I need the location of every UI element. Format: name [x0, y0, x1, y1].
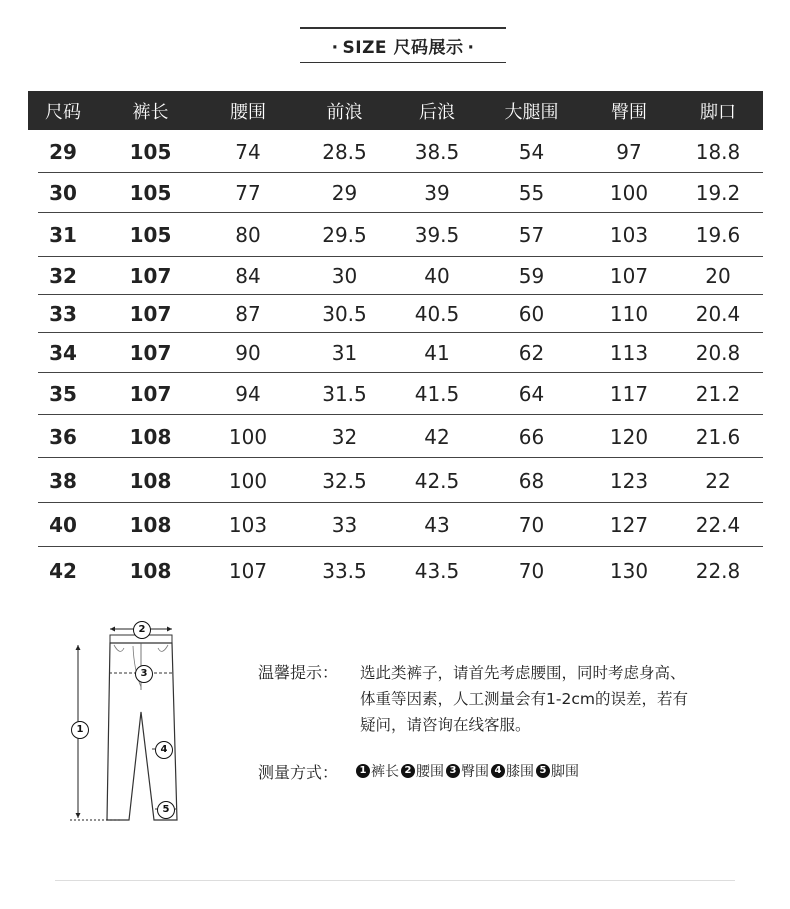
title-dot-right: · [467, 38, 475, 58]
table-cell: 120 [609, 424, 649, 449]
page-title [300, 33, 506, 58]
method-item-label: 裤长 [371, 764, 399, 780]
table-cell: 108 [129, 424, 172, 449]
tips-line: 疑问，请咨询在线客服。 [360, 716, 531, 734]
table-cell: 87 [235, 302, 261, 326]
marker-hem: 5 [157, 801, 175, 819]
table-cell: 20.4 [695, 302, 741, 326]
header-back-rise: 后浪 [419, 101, 455, 123]
table-cell: 113 [609, 341, 649, 365]
table-row [28, 257, 763, 295]
table-cell: 77 [235, 181, 261, 205]
table-cell: 68 [518, 468, 545, 493]
table-cell: 103 [228, 513, 268, 537]
table-cell: 38.5 [414, 139, 460, 164]
table-cell: 40.5 [414, 302, 460, 326]
table-cell: 80 [235, 223, 261, 247]
table-cell: 74 [235, 139, 261, 164]
table-cell: 57 [518, 223, 545, 247]
table-cell: 84 [235, 264, 261, 288]
table-cell: 70 [518, 559, 545, 583]
table-cell: 30 [49, 181, 77, 205]
marker-waist: 2 [133, 621, 151, 639]
table-cell: 32.5 [322, 468, 367, 493]
table-cell: 108 [129, 513, 172, 537]
tips-label: 温馨提示： [258, 663, 339, 682]
marker-hip: 3 [135, 665, 153, 683]
title-bottom-rule [300, 62, 506, 63]
table-cell: 43.5 [414, 559, 460, 583]
method-item-label: 膝围 [506, 764, 534, 780]
table-cell: 21.6 [695, 424, 741, 449]
title-top-rule [300, 27, 506, 29]
table-cell: 40 [49, 513, 77, 537]
table-cell: 103 [609, 223, 649, 247]
table-cell: 31 [331, 341, 358, 365]
table-cell: 117 [609, 382, 649, 406]
header-hip: 臀围 [611, 101, 647, 123]
header-hem: 脚口 [700, 101, 736, 123]
method-item-label: 腰围 [416, 764, 444, 780]
table-cell: 19.6 [695, 223, 741, 247]
table-cell: 34 [49, 341, 77, 365]
table-cell: 94 [235, 382, 261, 406]
table-cell: 110 [609, 302, 649, 326]
table-cell: 29.5 [322, 223, 367, 247]
table-cell: 30 [331, 264, 358, 288]
table-cell: 42 [424, 424, 450, 449]
table-cell: 38 [49, 468, 77, 493]
header-length: 裤长 [132, 101, 169, 123]
table-cell: 107 [129, 341, 172, 365]
bottom-divider [55, 880, 735, 881]
method-num-badge: 3 [446, 764, 460, 778]
table-cell: 107 [129, 382, 172, 406]
table-cell: 42.5 [414, 468, 460, 493]
table-cell: 32 [49, 264, 77, 288]
table-row [28, 373, 763, 415]
method-item-hip [446, 761, 489, 781]
table-row [28, 295, 763, 333]
table-cell: 32 [331, 424, 358, 449]
table-cell: 20.8 [695, 341, 741, 365]
table-cell: 19.2 [695, 181, 741, 205]
title-text: SIZE 尺码展示 [342, 38, 464, 58]
method-item-length [356, 761, 399, 781]
table-cell: 20 [705, 264, 731, 288]
table-cell: 42 [49, 559, 77, 583]
method-item-label: 臀围 [461, 764, 489, 780]
table-cell: 21.2 [695, 382, 741, 406]
table-cell: 29 [49, 139, 77, 164]
table-cell: 22 [705, 468, 731, 493]
table-cell: 105 [129, 181, 172, 205]
tips-text [360, 660, 760, 738]
table-cell: 33 [49, 302, 77, 326]
header-front-rise: 前浪 [326, 101, 363, 123]
header-thigh: 大腿围 [504, 101, 559, 123]
table-cell: 100 [228, 468, 268, 493]
table-cell: 30.5 [322, 302, 367, 326]
table-cell: 127 [609, 513, 649, 537]
method-num-badge: 5 [536, 764, 550, 778]
table-cell: 28.5 [322, 139, 367, 164]
table-cell: 41.5 [414, 382, 460, 406]
title-dot-left: · [331, 38, 339, 58]
table-cell: 39 [424, 181, 450, 205]
table-cell: 33.5 [322, 559, 367, 583]
table-cell: 59 [518, 264, 545, 288]
table-cell: 107 [129, 264, 172, 288]
tips-line: 体重等因素，人工测量会有1-2cm的误差，若有 [360, 690, 688, 708]
table-cell: 36 [49, 424, 77, 449]
table-cell: 41 [424, 341, 450, 365]
table-cell: 39.5 [414, 223, 460, 247]
table-cell: 105 [129, 139, 172, 164]
table-cell: 123 [609, 468, 649, 493]
table-cell: 22.8 [695, 559, 741, 583]
table-cell: 107 [609, 264, 649, 288]
method-list [356, 761, 581, 781]
table-cell: 22.4 [695, 513, 741, 537]
table-cell: 105 [129, 223, 172, 247]
table-cell: 29 [331, 181, 358, 205]
table-cell: 70 [518, 513, 545, 537]
table-cell: 64 [518, 382, 545, 406]
method-item-knee [491, 761, 534, 781]
table-cell: 43 [424, 513, 450, 537]
table-row [28, 415, 763, 458]
table-cell: 108 [129, 468, 172, 493]
method-item-label: 脚围 [551, 764, 579, 780]
table-row [28, 547, 763, 595]
size-table [28, 91, 763, 595]
table-cell: 60 [518, 302, 545, 326]
table-cell: 108 [129, 559, 172, 583]
table-cell: 107 [129, 302, 172, 326]
tips-line: 选此类裤子，请首先考虑腰围，同时考虑身高、 [360, 664, 686, 682]
marker-length: 1 [71, 721, 89, 739]
table-cell: 18.8 [695, 139, 741, 164]
table-cell: 130 [609, 559, 649, 583]
table-cell: 66 [518, 424, 545, 449]
method-label: 测量方式： [258, 763, 339, 782]
method-num-badge: 1 [356, 764, 370, 778]
table-cell: 62 [518, 341, 545, 365]
table-cell: 40 [424, 264, 450, 288]
table-cell: 31 [49, 223, 77, 247]
table-cell: 107 [228, 559, 268, 583]
table-cell: 55 [518, 181, 545, 205]
header-size: 尺码 [45, 101, 81, 123]
table-cell: 100 [228, 424, 268, 449]
table-cell: 31.5 [322, 382, 367, 406]
table-row [28, 333, 763, 373]
table-row [28, 503, 763, 547]
header-waist: 腰围 [230, 101, 266, 123]
table-cell: 33 [331, 513, 358, 537]
pants-diagram [60, 612, 200, 832]
marker-knee: 4 [155, 741, 173, 759]
method-num-badge: 4 [491, 764, 505, 778]
table-row [28, 130, 763, 173]
table-cell: 35 [49, 382, 77, 406]
table-cell: 54 [518, 139, 545, 164]
table-body [28, 130, 763, 595]
method-item-hem [536, 761, 579, 781]
table-header [28, 91, 763, 130]
table-cell: 90 [235, 341, 261, 365]
table-row [28, 458, 763, 503]
method-item-waist [401, 761, 444, 781]
table-row [28, 213, 763, 257]
table-cell: 97 [616, 139, 642, 164]
table-cell: 100 [609, 181, 649, 205]
table-row [28, 173, 763, 213]
method-num-badge: 2 [401, 764, 415, 778]
